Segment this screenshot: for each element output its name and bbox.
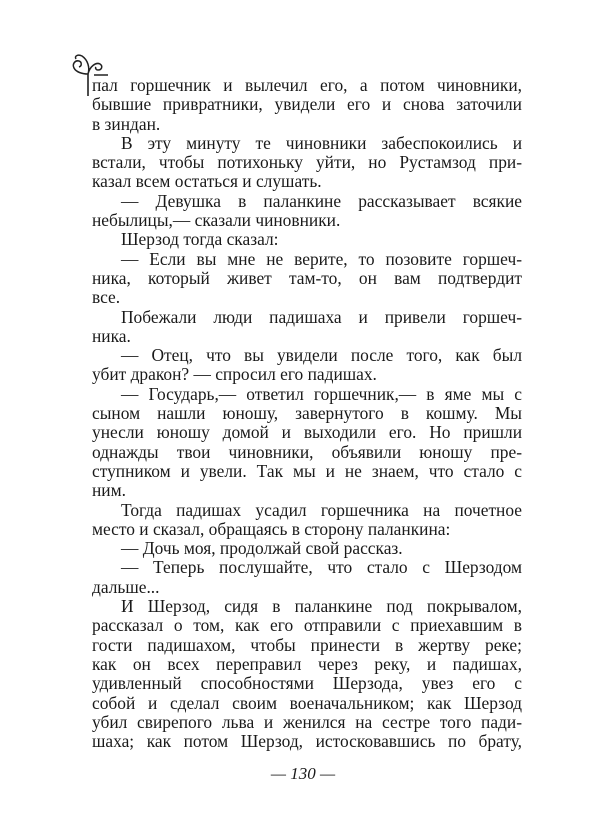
text-line: сыном нашли юношу, завернутого в кошму. Мы [92,403,522,424]
text-line: все. [92,287,121,308]
text-line: унесли юношу домой и выходили его. Но пришли [92,422,522,443]
text-line: — Государь,— ответил горшечник,— в яме мы с [121,383,522,404]
text-line: пал горшечник и вылечил его, а потом чиновники, [92,75,522,95]
text-line: — Теперь послушайте, что стало с Шерзодом [121,557,522,578]
text-line: гости падишахом, чтобы принести в жертву реке; [92,634,522,655]
text-line: однажды твои чиновники, объявили юношу пре- [92,441,522,462]
text-line: В эту минуту те чиновники забеспокоились и [121,132,522,153]
text-line: — Если вы мне не верите, то позовите горшеч- [121,248,522,269]
text-line: казал всем остаться и слушать. [92,171,322,192]
page-body-text [92,76,522,751]
text-line: встали, чтобы потихоньку уйти, но Рустамзод при- [92,152,522,173]
text-line: Побежали люди падишаха и привели горшеч- [121,306,522,327]
text-line: — Девушка в паланкине рассказывает всякие [121,190,522,211]
text-line: И Шерзод, сидя в паланкине под покрывалом, [121,596,522,617]
page-number: — 130 — [270,764,336,783]
text-line: в зиндан. [92,113,161,134]
text-line: небылицы,— сказали чиновники. [92,210,341,231]
text-line: шаха; как потом Шерзод, истосковавшись по брату, [92,731,522,752]
text-line: ника, который живет там-то, он вам подтвердит [92,267,522,288]
text-line: как он всех переправил через реку, и падишах, [92,653,522,674]
text-line: ника. [92,325,131,346]
text-line: Тогда падишах усадил горшечника на почетное [121,499,522,520]
text-line: убил свирепого льва и женился на сестре того пади- [92,711,522,732]
text-line: дальше... [92,576,160,597]
text-line: ступником и увели. Так мы и не знаем, что стало с [92,460,522,481]
text-line: собой и сделал своим военачальником; как Шерзод [92,692,522,713]
text-line: убит дракон? — спросил его падишах. [92,364,377,385]
text-line: Шерзод тогда сказал: [121,229,279,250]
text-line: — Дочь моя, продолжай свой рассказ. [121,538,403,559]
text-line: место и сказал, обращаясь в сторону паланкина: [92,518,451,539]
text-line: — Отец, что вы увидели после того, как был [121,345,522,366]
text-line: удивленный способностями Шерзода, увез его с [92,673,522,694]
text-line: ним. [92,480,126,501]
text-line: бывшие привратники, увидели его и снова заточили [92,94,522,115]
text-line: рассказал о том, как его отправили с приехавшим в [92,615,522,636]
